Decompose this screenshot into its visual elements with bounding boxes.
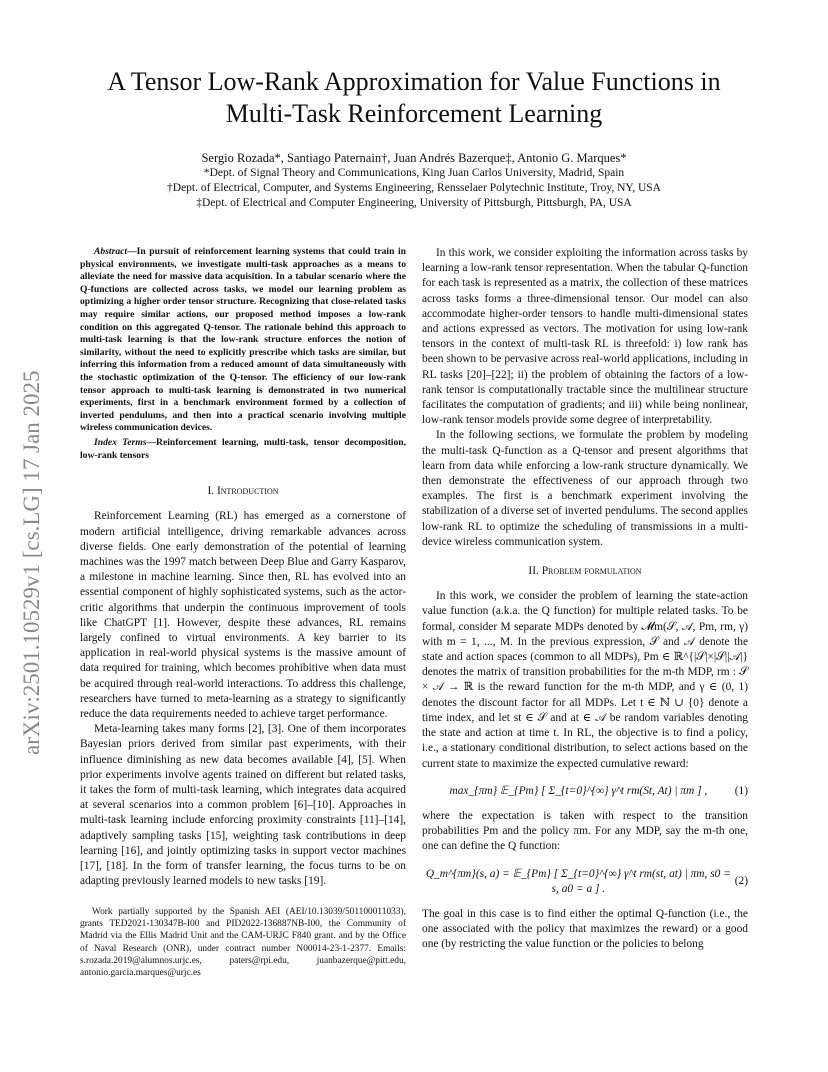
affiliation-3: ‡Dept. of Electrical and Computer Engineering, University of Pittsburgh, Pittsburgh, PA, USA [196,197,632,209]
right-paragraph-2: In the following sections, we formulate the problem by modeling the multi-task Q-function as a Q-tensor and present algorithms that learn from data while enforcing a low-rank structure dynamically. We then demonstrate the effectiveness of our approach through two examples. The first is a benchmark experiment involving the stabilization of a diverse set of inverted pendulums. The second applies low-rank RL to optimize the scheduling of transmissions in a multi-device wireless communication system. [422,429,748,548]
equation-1-number: (1) [734,784,748,797]
title-line-1: A Tensor Low-Rank Approximation for Value Functions in [107,67,721,96]
left-column [80,246,406,889]
right-paragraph-5: The goal in this case is to find either the optimal Q-function (i.e., the one associated with the policy that maximizes the reward) or a good one (by restricting the value function or the policies to belong [422,907,748,951]
author-list: Sergio Rozada*, Santiago Paternain†, Juan Andrés Bazerque‡, Antonio G. Marques* [201,151,627,165]
abstract [80,246,406,435]
right-paragraph-4: where the expectation is taken with respect to the transition probabilities Pm and the policy πm. For any MDP, say the m-th one, one can define the Q function: [422,809,748,853]
equation-1-body: max_{πm} 𝔼_{Pm} [ Σ_{t=0}^{∞} γ^t rm(St, At) | πm ] , [449,784,708,797]
section-heading-introduction: I. Introduction [207,485,279,498]
right-paragraph-1: In this work, we consider exploiting the information across tasks by learning a low-rank tensor representation. When the tabular Q-function for each task is represented as a matrix, the collection of these matrices across tasks forms a three-dimensional tensor. Our model can also accommodate higher-order tensors to handle multi-dimensional states and actions expressed as vectors. The motivation for using low-rank tensors in the context of multi-task RL is threefold: i) low rank has been shown to be pervasive across real-world applications, including in RL tasks [20]–[22]; ii) the problem of obtaining the factors of a low-rank tensor is computationally tractable since the multilinear structure facilitates the computation of gradients; and iii) while being nonlinear, low-rank tensor models provide some degree of interpretability. [422,247,748,427]
arxiv-sidebar-id: arXiv:2501.10529v1 [cs.LG] 17 Jan 2025 [19,370,44,755]
intro-paragraph-2: Meta-learning takes many forms [2], [3]. One of them incorporates Bayesian priors derived from similar past experiments, with their influence diminishing as new data becomes available [4], [5]. When prior experiments involve agents trained on different but related tasks, it takes the form of multi-task learning, which integrates data acquired at several scenarios into a common problem [6]–[10]. Approaches in multi-task learning include enforcing proximity constraints [11]–[14], adaptively sampling tasks [15], weighting task contributions in deep learning [16], and jointly optimizing tasks in support vector machines [17], [18]. In the form of transfer learning, the focus turns to be on adapting previously learned models to new tasks [19]. [80,723,406,888]
index-terms [80,437,406,462]
right-column [422,246,748,953]
abstract-label: Abstract [94,246,128,257]
footnote-text: Work partially supported by the Spanish AEI (AEI/10.13039/501100011033), grants TED2021-130347B-I00 and PID2022-136887NB-I00, the Community of Madrid via the Ellis Madrid Unit and the CAM-URJC F840 grant. and by the Office of Naval Research (ONR), under contract number N00014-23-1-2377. Emails: s.rozada.2019@alumnos.urjc.es, paters@rpi.edu, juanbazerque@pitt.edu, antonio.garcia.marques@urjc.es [80,907,406,979]
title-line-2: Multi-Task Reinforcement Learning [225,99,603,128]
equation-2-number: (2) [734,875,748,888]
equation-2-body: Q_m^{πm}(s, a) = 𝔼_{Pm} [ Σ_{t=0}^{∞} γ^t rm(st, at) | πm, s0 = s, a0 = a ] . [425,867,731,895]
index-terms-text: —Reinforcement learning, multi-task, tensor decomposition, low-rank tensors [80,436,406,461]
intro-paragraph-1: Reinforcement Learning (RL) has emerged as a cornerstone of modern artificial intelligence, driving remarkable advances across diverse fields. One early demonstration of the potential of learning machines was the 1997 match between Deep Blue and Garry Kasparov, a milestone in machine learning. Since then, RL has evolved into an essential component of highly sophisticated systems, such as the actor-critic algorithms that underpin the continuous improvement of tools like ChatGPT [1]. However, despite these advances, RL remains largely confined to virtual environments. A key barrier to its application in real-world physical systems is the massive amount of data required for training, which becomes prohibitive when data must be acquired through real-world interactions. To address this challenge, researchers have turned to meta-learning as a strategy to significantly reduce the data requirements needed to achieve target performance. [80,510,406,720]
index-terms-label: Index Terms [94,436,147,448]
affiliation-2: †Dept. of Electrical, Computer, and Systems Engineering, Rensselaer Polytechnic Institute, Troy, NY, USA [167,182,661,194]
affiliation-1: *Dept. of Signal Theory and Communications, King Juan Carlos University, Madrid, Spain [203,167,625,179]
paper-title [0,66,828,130]
equation-1 [422,784,748,799]
footnote [80,906,406,979]
abstract-text: —In pursuit of reinforcement learning systems that could train in physical environments, we investigate multi-task approaches as a means to alleviate the need for massive data acquisition. In a tabular scenario where the Q-functions are collected across tasks, we model our learning problem as optimizing a higher order tensor structure. Recognizing that close-related tasks may require similar actions, our proposed method imposes a low-rank condition on this aggregated Q-tensor. The rationale behind this approach to multi-task learning is that the low-rank structure enforces the notion of similarity, without the need to explicitly prescribe which tasks are similar, but inferring this information from a reduced amount of data simultaneously with the stochastic optimization of the Q-tensor. The efficiency of our low-rank tensor approach to multi-task learning is demonstrated in two numerical experiments, first in a benchmark environment formed by a collection of inverted pendulums, and then into a practical scenario involving multiple wireless communication devices. [80,246,406,434]
equation-2 [422,867,748,897]
section-heading-problem-formulation: II. Problem formulation [528,565,642,578]
right-paragraph-3: In this work, we consider the problem of learning the state-action value function (a.k.a. the Q function) for multiple related tasks. To be formal, consider M separate MDPs denoted by 𝓜m(𝒮, 𝒜, Pm, rm, γ) with m = 1, ..., M. In the previous expression, 𝒮 and 𝒜 denote the state and action spaces (common to all MDPs), Pm ∈ ℝ^{|𝒮|×|𝒮||𝒜|} denotes the matrix of transition probabilities for the m-th MDP, rm : 𝒮 × 𝒜 → ℝ is the reward function for the m-th MDP, and γ ∈ (0, 1) denotes the discount factor for all MDPs. Let t ∈ ℕ ∪ {0} denote a time index, and let st ∈ 𝒮 and at ∈ 𝒜 be random variables denoting the state and action at time t. In RL, the objective is to find a policy, i.e., a stationary conditional distribution, to select actions based on the current state to maximize the expected cumulative reward: [422,590,748,770]
